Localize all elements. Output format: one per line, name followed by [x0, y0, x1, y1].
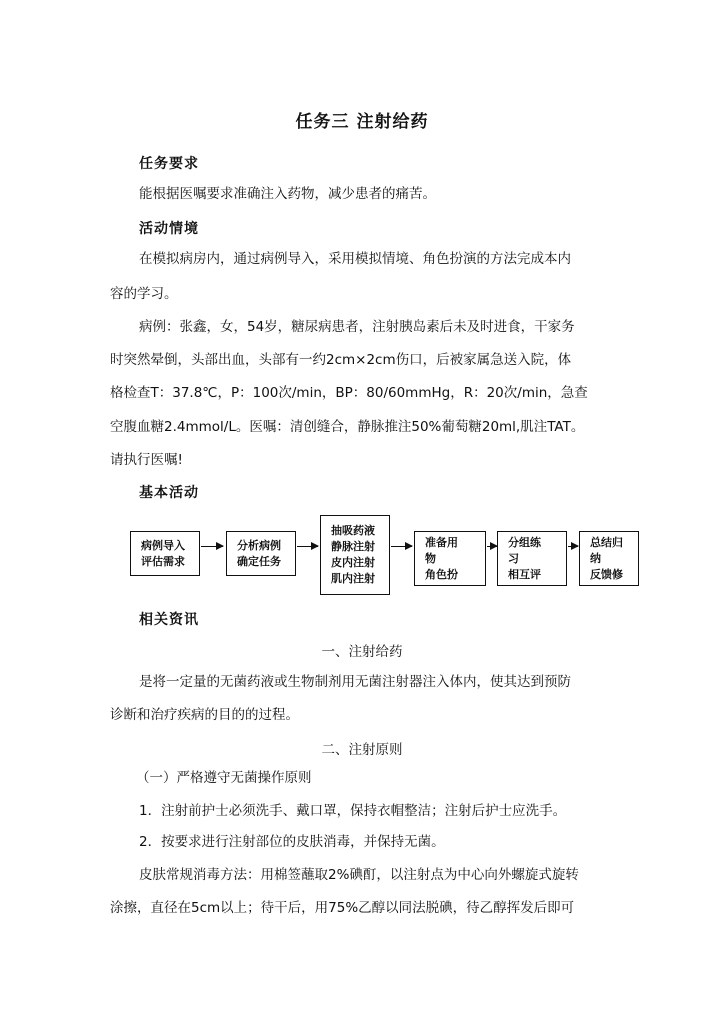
heading-requirements: 任务要求 [139, 156, 199, 172]
principle-heading: （一）严格遵守无菌操作原则 [136, 770, 312, 786]
flow-arrow [297, 546, 318, 547]
heading-scenario: 活动情境 [139, 221, 199, 237]
flow-step-4: 准备用 物 角色扮 [414, 531, 486, 586]
flow-step-2: 分析病例 确定任务 [226, 531, 296, 576]
flow-step-3: 抽吸药液 静脉注射 皮内注射 肌内注射 [320, 515, 390, 595]
scenario-line: 格检查T：37.8℃，P：100次/min，BP：80/60mmHg，R：20次/min，急查 [110, 385, 588, 401]
flow-step-1: 病例导入 评估需求 [130, 531, 200, 576]
scenario-line: 病例：张鑫，女，54岁，糖尿病患者，注射胰岛素后未及时进食，干家务 [139, 319, 575, 335]
flow-step-5: 分组练 习 相互评 [497, 531, 567, 586]
requirements-text: 能根据医嘱要求准确注入药物，减少患者的痛苦。 [139, 186, 436, 202]
flow-step-6: 总结归 纳 反馈修 [579, 531, 639, 586]
page-title: 任务三 注射给药 [295, 112, 429, 132]
heading-activities: 基本活动 [139, 485, 199, 501]
flow-arrow [201, 546, 223, 547]
principle-item-2: 2．按要求进行注射部位的皮肤消毒，并保持无菌。 [139, 834, 445, 850]
scenario-line: 请执行医嘱! [110, 452, 183, 468]
subheading-injection: 一、注射给药 [321, 644, 403, 660]
heading-info: 相关资讯 [139, 612, 199, 628]
subheading-principles: 二、注射原则 [321, 742, 403, 758]
scenario-line: 空腹血糖2.4mmol/L。医嘱：清创缝合，静脉推注50%葡萄糖20ml,肌注TAT。 [110, 419, 585, 435]
flow-arrow [568, 546, 578, 547]
disinfect-line: 涂擦，直径在5cm以上；待干后，用75%乙醇以同法脱碘，待乙醇挥发后即可 [110, 900, 575, 916]
scenario-line: 容的学习。 [110, 286, 178, 302]
flow-arrow [487, 546, 497, 547]
info-line: 诊断和治疗疾病的目的的过程。 [110, 707, 299, 723]
flow-arrow [391, 546, 412, 547]
disinfect-line: 皮肤常规消毒方法：用棉签蘸取2%碘酊，以注射点为中心向外螺旋式旋转 [139, 867, 579, 883]
scenario-line: 时突然晕倒，头部出血，头部有一约2cm×2cm伤口，后被家属急送入院，体 [110, 352, 572, 368]
principle-item-1: 1．注射前护士必须洗手、戴口罩，保持衣帽整洁；注射后护士应洗手。 [139, 803, 567, 819]
scenario-line: 在模拟病房内，通过病例导入，采用模拟情境、角色扮演的方法完成本内 [139, 251, 571, 267]
activity-flowchart [125, 515, 645, 595]
info-line: 是将一定量的无菌药液或生物制剂用无菌注射器注入体内，使其达到预防 [139, 674, 571, 690]
